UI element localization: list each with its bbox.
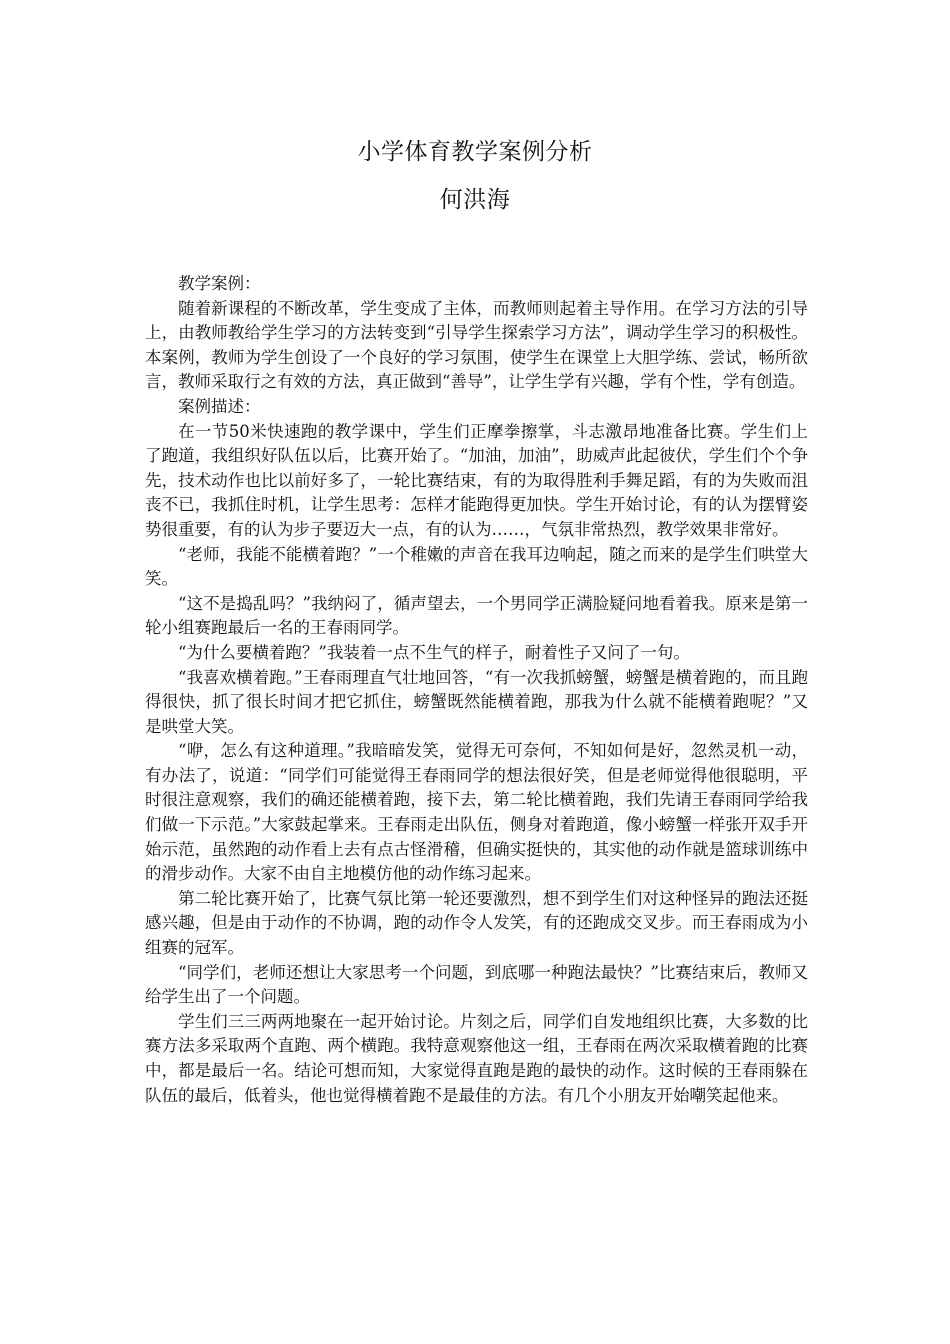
paragraph: 学生们三三两两地聚在一起开始讨论。片刻之后，同学们自发地组织比赛，大多数的比赛方法多采取两个直跑、两个横跑。我特意观察他这一组，王春雨在两次采取横着跑的比赛中，都是最后一名。结论可想而知，大家觉得直跑是跑的最快的动作。这时候的王春雨躲在队伍的最后，低着头，他也觉得横着跑不是最佳的方法。有几个小朋友开始嘲笑起他来。 — [145, 1011, 808, 1105]
paragraph: 第二轮比赛开始了，比赛气氛比第一轮还要激烈，想不到学生们对这种怪异的跑法还挺感兴趣，但是由于动作的不协调，跑的动作令人发笑，有的还跑成交叉步。而王春雨成为小组赛的冠军。 — [145, 888, 808, 958]
paragraph: “老师，我能不能横着跑？”一个稚嫩的声音在我耳边响起，随之而来的是学生们哄堂大笑。 — [145, 544, 808, 589]
paragraph: “这不是捣乱吗？”我纳闷了，循声望去，一个男同学正满脸疑问地看着我。原来是第一轮小组赛跑最后一名的王春雨同学。 — [145, 593, 808, 638]
paragraph: “为什么要横着跑？”我装着一点不生气的样子，耐着性子又问了一句。 — [178, 642, 690, 662]
paragraph: 随着新课程的不断改革，学生变成了主体，而教师则起着主导作用。在学习方法的引导上，由教师教给学生学习的方法转变到“引导学生探索学习方法”，调动学生学习的积极性。本案例，教师为学生创设了一个良好的学习氛围，使学生在课堂上大胆学练、尝试，畅所欲言，教师采取行之有效的方法，真正做到“善导”，让学生学有兴趣，学有个性，学有创造。 — [145, 298, 808, 392]
section-heading-case: 教学案例： — [178, 274, 261, 293]
paragraph: “我喜欢横着跑。”王春雨理直气壮地回答，“有一次我抓螃蟹，螃蟹是横着跑的，而且跑得很快，抓了很长时间才把它抓住，螃蟹既然能横着跑，那我为什么就不能横着跑呢？”又是哄堂大笑。 — [145, 667, 808, 736]
document-body — [145, 272, 808, 1108]
document-title: 小学体育教学案例分析 — [357, 139, 593, 165]
section-heading-description: 案例描述： — [178, 396, 261, 416]
document-author: 何洪海 — [439, 187, 511, 213]
paragraph: 在一节50米快速跑的教学课中，学生们正摩拳擦掌，斗志激昂地准备比赛。学生们上了跑道，我组织好队伍以后，比赛开始了。“加油，加油”，助威声此起彼伏，学生们个个争先，技术动作也比以前好多了，一轮比赛结束，有的为取得胜利手舞足蹈，有的为失败而沮丧不已，我抓住时机，让学生思考：怎样才能跑得更加快。学生开始讨论，有的认为摆臂姿势很重要，有的认为步子要迈大一点，有的认为……，气氛非常热烈，教学效果非常好。 — [145, 421, 808, 539]
paragraph: “咿，怎么有这种道理。”我暗暗发笑，觉得无可奈何，不知如何是好，忽然灵机一动，有办法了，说道：“同学们可能觉得王春雨同学的想法很好笑，但是老师觉得他很聪明，平时很注意观察，我们的确还能横着跑，接下去，第二轮比横着跑，我们先请王春雨同学给我们做一下示范。”大家鼓起掌来。王春雨走出队伍，侧身对着跑道，像小螃蟹一样张开双手开始示范，虽然跑的动作看上去有点古怪滑稽，但确实挺快的，其实他的动作就是篮球训练中的滑步动作。大家不由自主地模仿他的动作练习起来。 — [145, 741, 808, 884]
paragraph: “同学们，老师还想让大家思考一个问题，到底哪一种跑法最快？”比赛结束后，教师又给学生出了一个问题。 — [145, 962, 808, 1007]
